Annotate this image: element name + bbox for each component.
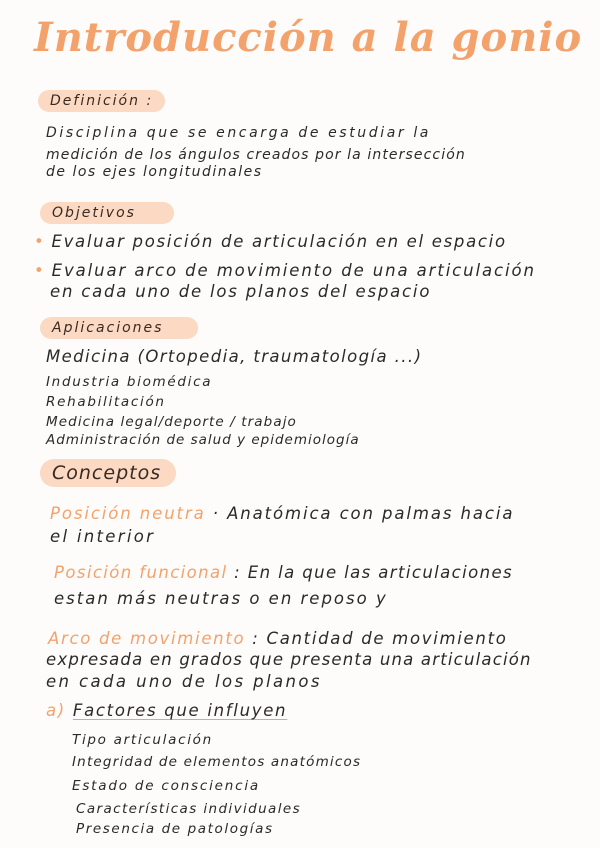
definicion-line-3: de los ejes longitudinales — [46, 164, 263, 180]
factores-heading — [46, 702, 287, 720]
arco-movimiento — [48, 630, 508, 648]
objetivos-heading: Objetivos — [40, 202, 174, 224]
factor-4: Características individuales — [76, 801, 301, 817]
factor-3: Estado de consciencia — [72, 778, 260, 794]
definicion-heading: Definición : — [38, 90, 165, 112]
posicion-neutra — [50, 505, 514, 523]
separator: · — [205, 504, 228, 523]
aplicacion-2: Industria biomédica — [46, 374, 213, 390]
objetivo-item-2 — [34, 262, 536, 280]
posicion-funcional-term: Posición funcional — [54, 563, 228, 582]
separator: : — [227, 563, 248, 582]
posicion-funcional-cont: estan más neutras o en reposo y — [54, 589, 388, 608]
aplicaciones-heading: Aplicaciones — [40, 317, 198, 339]
factores-label: Factores que influyen — [72, 701, 288, 720]
factor-1: Tipo articulación — [72, 732, 213, 748]
posicion-neutra-term: Posición neutra — [50, 504, 206, 523]
aplicacion-3: Rehabilitación — [46, 394, 166, 410]
factor-2: Integridad de elementos anatómicos — [72, 754, 362, 770]
objetivo-text-2: Evaluar arco de movimiento de una articulación — [51, 261, 536, 280]
conceptos-heading: Conceptos — [40, 459, 176, 487]
arco-movimiento-text: Cantidad de movimiento — [266, 629, 508, 648]
separator: : — [245, 629, 267, 648]
definicion-line-1: Disciplina que se encarga de estudiar la — [46, 125, 431, 141]
page-title: Introducción a la gonio — [34, 14, 583, 61]
arco-movimiento-cont-1: expresada en grados que presenta una articulación — [46, 650, 532, 669]
factor-5: Presencia de patologías — [76, 821, 274, 837]
objetivo-item-1 — [34, 233, 507, 251]
definicion-line-2: medición de los ángulos creados por la intersección — [46, 147, 466, 163]
posicion-funcional — [54, 564, 513, 582]
bullet-dot: • — [34, 232, 46, 251]
arco-movimiento-term: Arco de movimiento — [48, 629, 246, 648]
posicion-neutra-cont: el interior — [50, 527, 156, 546]
arco-movimiento-cont-2: en cada uno de los planos — [46, 672, 322, 691]
aplicacion-4: Medicina legal/deporte / trabajo — [46, 414, 297, 430]
objetivo-item-2-cont: en cada uno de los planos del espacio — [50, 282, 432, 301]
factores-marker: a) — [46, 701, 66, 720]
aplicacion-1: Medicina (Ortopedia, traumatología ...) — [46, 347, 423, 366]
posicion-funcional-text: En la que las articulaciones — [247, 563, 514, 582]
posicion-neutra-text: Anatómica con palmas hacia — [227, 504, 515, 523]
objetivo-text-1: Evaluar posición de articulación en el espacio — [51, 232, 507, 251]
bullet-dot: • — [34, 261, 46, 280]
aplicacion-5: Administración de salud y epidemiología — [46, 432, 360, 448]
